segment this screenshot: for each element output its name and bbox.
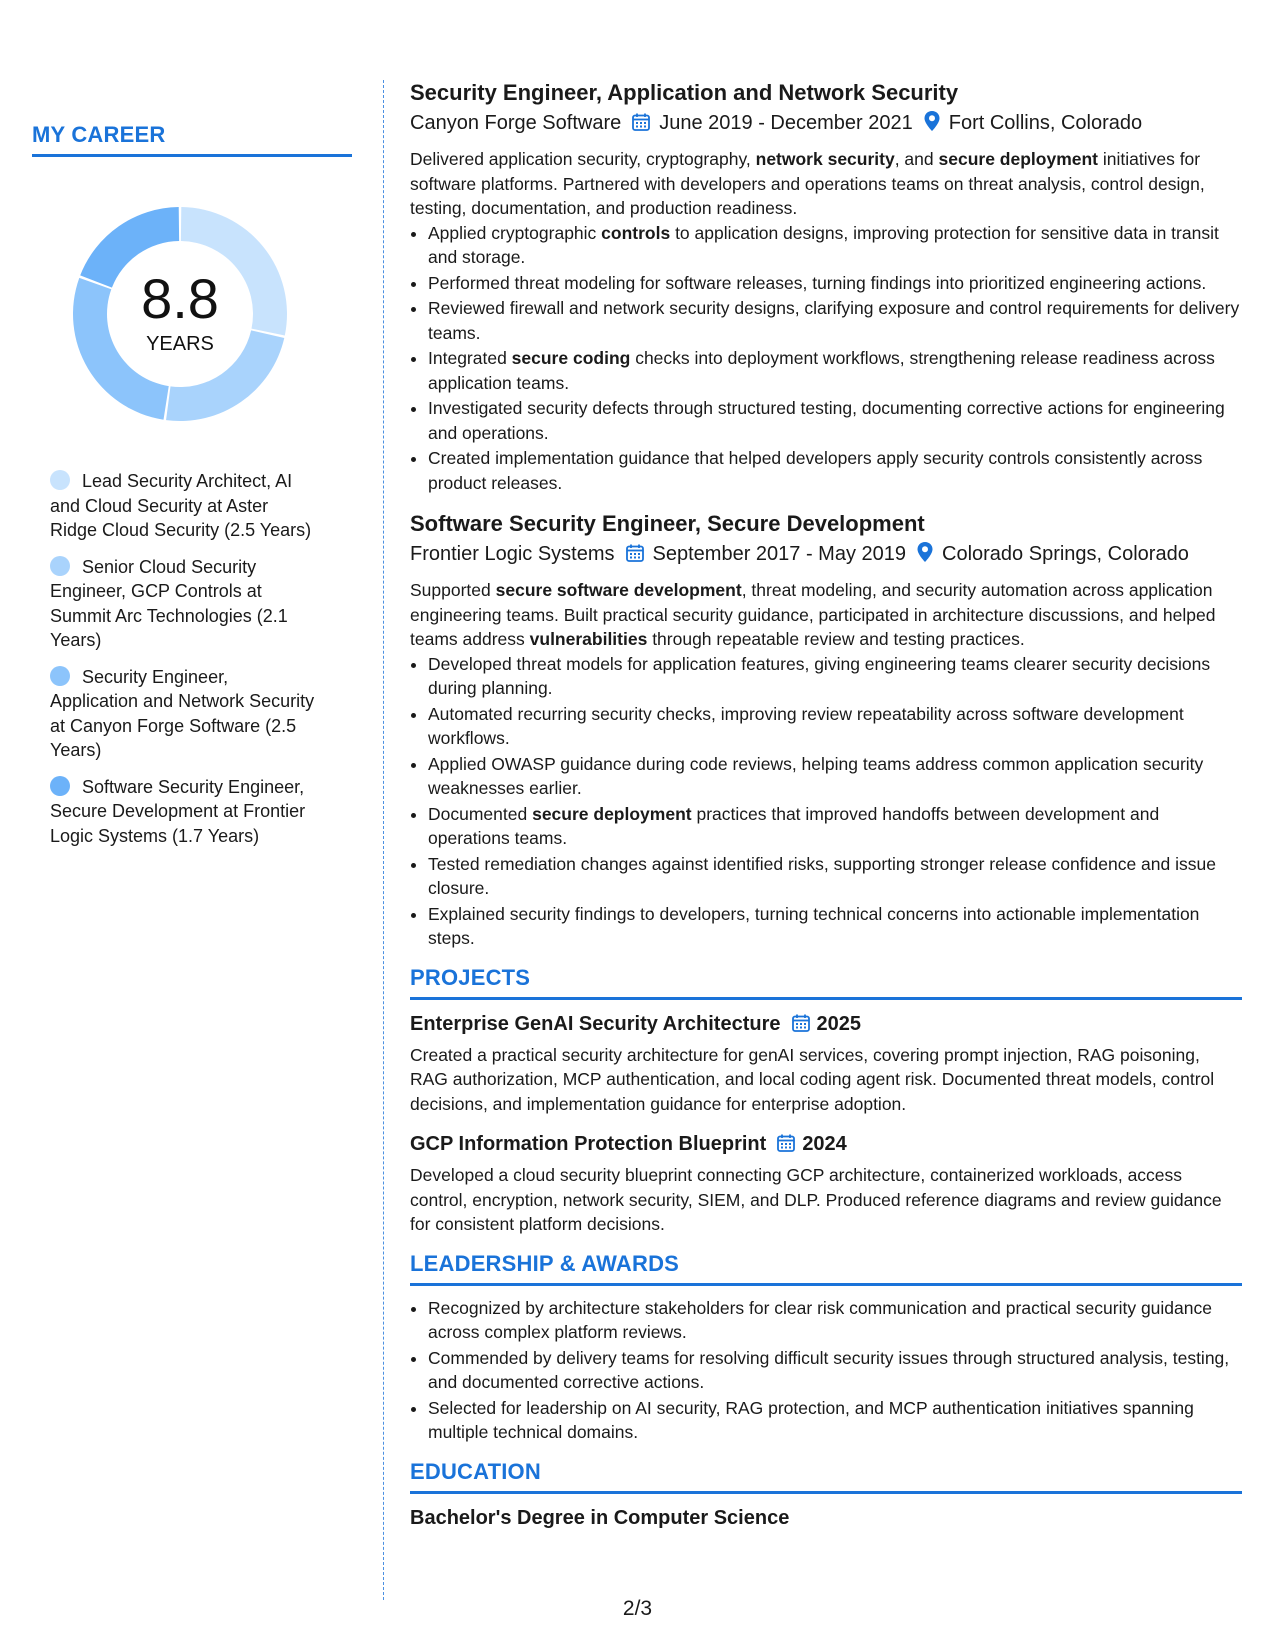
leadership-item: • Recognized by architecture stakeholders for clear risk communication and practical security guidance across complex platform reviews. (428, 1296, 1242, 1345)
job-bullet: • Tested remediation changes against identified risks, supporting stronger release confidence and issue closure. (428, 852, 1242, 901)
column-divider (383, 80, 384, 1600)
job-bullet: • Applied cryptographic controls to application designs, improving protection for sensitive data in transit and storage. (428, 221, 1242, 270)
project-name: GCP Information Protection Blueprint (410, 1133, 767, 1155)
legend-label: Senior Cloud Security Engineer, GCP Controls at Summit Arc Technologies (2.1 Years) (50, 556, 288, 650)
map-pin-icon (923, 110, 941, 141)
job-bullet: • Developed threat models for application features, giving engineering teams clearer security decisions during planning. (428, 652, 1242, 701)
job-title: Security Engineer, Application and Network Security (410, 80, 959, 105)
project-heading (410, 1010, 1242, 1041)
calendar-icon (776, 1133, 796, 1161)
legend-label: Software Security Engineer, Secure Development at Frontier Logic Systems (1.7 Years) (50, 776, 306, 846)
leadership-bullets (410, 1296, 1242, 1445)
job-summary: Supported secure software development, threat modeling, and security automation across application engineering teams. Built practical security guidance, participated in architecture discussions, and helped teams address vulnerabilities through repeatable review and testing practices. (410, 580, 1216, 649)
job-bullet: • Applied OWASP guidance during code reviews, helping teams address common application security weaknesses earlier. (428, 752, 1242, 801)
job-location: Fort Collins, Colorado (948, 112, 1143, 134)
project-description: Created a practical security architecture for genAI services, covering prompt injection, RAG poisoning, RAG authorization, MCP authentication, and local coding agent risk. Documented threat models, control decisions, and implementation guidance for enterprise adoption. (410, 1044, 1215, 1114)
project-year: 2024 (802, 1133, 847, 1155)
job-bullet: • Documented secure deployment practices that improved handoffs between development and operations teams. (428, 802, 1242, 851)
job-summary: Delivered application security, cryptography, network security, and secure deployment initiatives for software platforms. Partnered with developers and operations teams on threat analysis, control design, testing, documentation, and production readiness. (410, 149, 1205, 218)
legend-label: Security Engineer, Application and Network Security at Canyon Forge Software (2.5 Years) (50, 666, 315, 760)
education-degree: Bachelor's Degree in Computer Science (410, 1506, 790, 1529)
legend-dot-icon (50, 470, 70, 490)
project-year: 2025 (816, 1012, 861, 1035)
main-column (410, 78, 1242, 1532)
job-meta (410, 539, 1242, 572)
donut-center (65, 199, 295, 429)
map-pin-icon (916, 541, 934, 572)
job-dates: September 2017 - May 2019 (652, 543, 907, 565)
job-bullets (410, 221, 1242, 496)
calendar-icon (625, 542, 645, 572)
job-company: Frontier Logic Systems (410, 543, 615, 565)
career-donut-chart (65, 199, 295, 429)
legend-item (50, 555, 320, 653)
job-location: Colorado Springs, Colorado (942, 543, 1189, 565)
legend-item (50, 469, 320, 543)
education-section-title: EDUCATION (410, 1459, 1242, 1494)
project-description: Developed a cloud security blueprint connecting GCP architecture, containerized workloads, access control, encryption, network security, SIEM, and DLP. Produced reference diagrams and review guidance for consistent platform decisions. (410, 1165, 1222, 1234)
project-name: Enterprise GenAI Security Architecture (410, 1012, 781, 1035)
job-bullet: • Reviewed firewall and network security designs, clarifying exposure and control requirements for delivery teams. (428, 296, 1242, 345)
job-entry (410, 509, 1242, 951)
page-number: 2/3 (622, 1597, 653, 1620)
job-meta (410, 108, 1242, 141)
legend-dot-icon (50, 666, 70, 686)
legend-dot-icon (50, 776, 70, 796)
job-bullet: • Automated recurring security checks, improving review repeatability across software development workflows. (428, 702, 1242, 751)
leadership-item: • Commended by delivery teams for resolving difficult security issues through structured analysis, testing, and documented corrective actions. (428, 1346, 1242, 1395)
leadership-item: • Selected for leadership on AI security, RAG protection, and MCP authentication initiatives spanning multiple technical domains. (428, 1396, 1242, 1445)
job-entry (410, 78, 1242, 495)
job-dates: June 2019 - December 2021 (659, 112, 913, 134)
sidebar (32, 122, 352, 860)
project-entry (410, 1130, 1242, 1237)
career-section-title: MY CAREER (32, 122, 352, 157)
total-years-value: 8.8 (141, 267, 219, 330)
leadership-section-title: LEADERSHIP & AWARDS (410, 1251, 1242, 1286)
job-bullet: • Investigated security defects through structured testing, documenting corrective actions for engineering and operations. (428, 396, 1242, 445)
job-title: Software Security Engineer, Secure Development (410, 511, 925, 536)
legend-label: Lead Security Architect, AI and Cloud Security at Aster Ridge Cloud Security (2.5 Years) (50, 471, 312, 540)
job-bullet: • Explained security findings to developers, turning technical concerns into actionable implementation steps. (428, 902, 1242, 951)
job-bullet: • Created implementation guidance that helped developers apply security controls consistently across product releases. (428, 446, 1242, 495)
legend-item (50, 775, 320, 849)
career-legend (50, 469, 320, 848)
legend-item (50, 665, 320, 763)
project-entry (410, 1010, 1242, 1117)
legend-dot-icon (50, 556, 70, 576)
project-heading (410, 1130, 1242, 1161)
job-company: Canyon Forge Software (410, 112, 622, 134)
projects-section-title: PROJECTS (410, 965, 1242, 1000)
job-bullet: • Performed threat modeling for software releases, turning findings into prioritized engineering actions. (428, 271, 1242, 296)
calendar-icon (791, 1013, 811, 1041)
total-years-unit: YEARS (146, 333, 214, 355)
job-bullet: • Integrated secure coding checks into deployment workflows, strengthening release readiness across application teams. (428, 346, 1242, 395)
job-bullets (410, 652, 1242, 951)
calendar-icon (631, 111, 651, 141)
